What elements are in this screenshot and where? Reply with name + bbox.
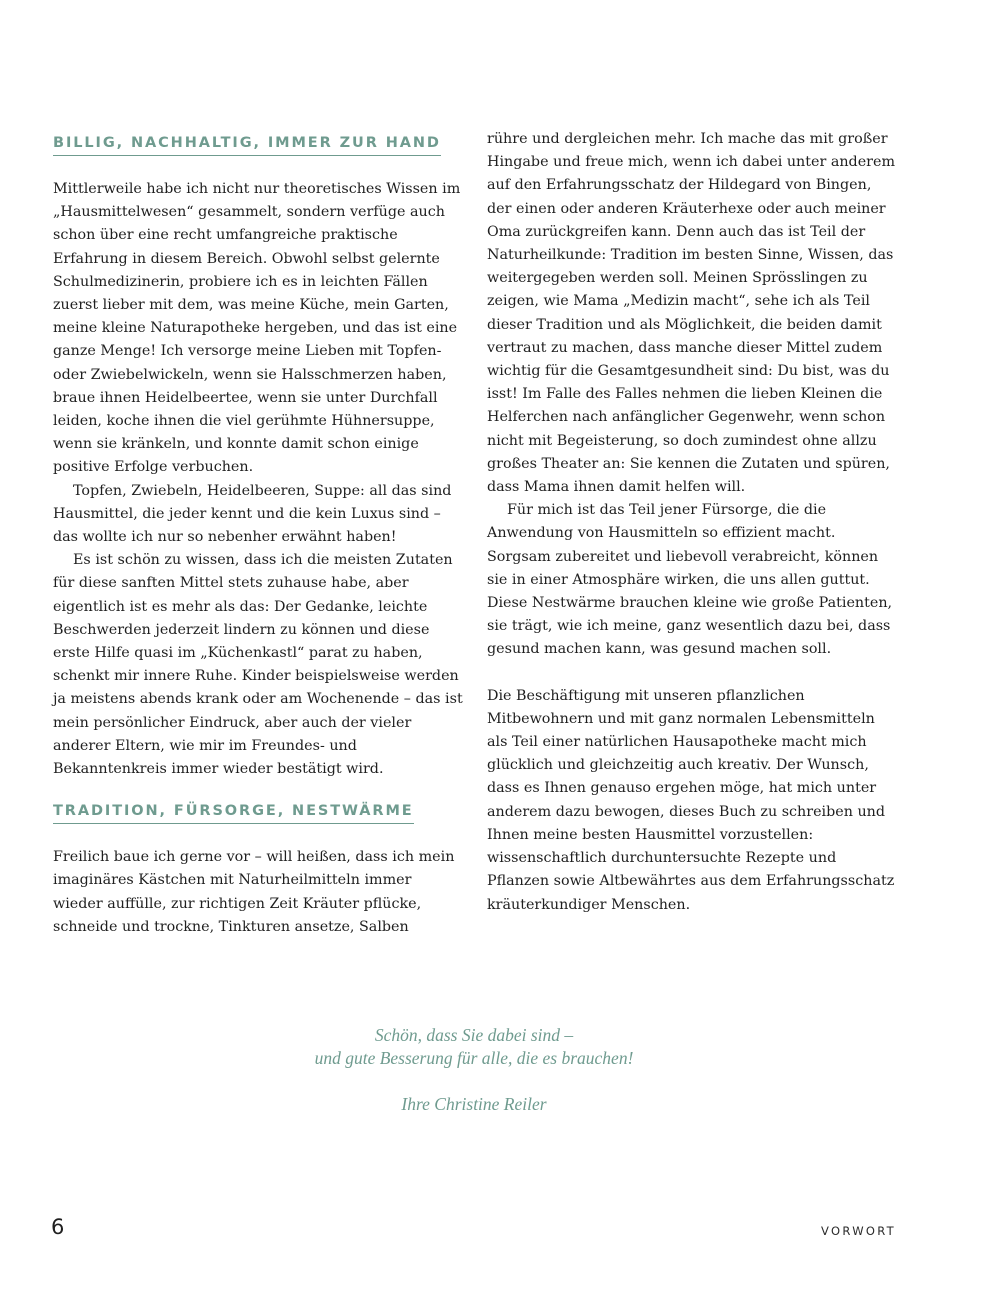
paragraph: Freilich baue ich gerne vor – will heißen, dass ich mein imaginäres Kästchen mit Naturheilmitteln immer wieder auffülle, zur richtigen Zeit Kräuter pflücke, schneide und trockne, Tinkturen ansetze, Salben [53, 849, 455, 935]
paragraph: Mittlerweile habe ich nicht nur theoretisches Wissen im „Hausmittelwesen“ gesammelt, sondern verfüge auch schon über eine recht umfangreiche praktische Erfahrung in diesem Bereich. Obwohl selbst gelernte Schulmedizinerin, probiere ich es in leichten Fällen zuerst lieber mit dem, was meine Küche, mein Garten, meine kleine Naturapotheke hergeben, und das ist eine ganze Menge! Ich versorge meine Lieben mit Topfen- oder Zwiebelwickeln, wenn sie Halsschmerzen haben, braue ihnen Heidelbeertee, wenn sie unter Durchfall leiden, koche ihnen die viel gerühmte Hühnersuppe, wenn sie kränkeln, und konnte damit schon einige positive Erfolge verbuchen. [53, 181, 461, 476]
signature: Ihre Christine Reiler [401, 1094, 547, 1114]
page-number: 6 [51, 1215, 65, 1239]
running-head: VORWORT [821, 1224, 896, 1238]
left-column [53, 128, 463, 939]
closing-line: Schön, dass Sie dabei sind – [374, 1025, 574, 1045]
right-column [487, 128, 897, 917]
section-heading-billig: BILLIG, NACHHALTIG, IMMER ZUR HAND [53, 135, 441, 156]
closing-line: und gute Besserung für alle, die es brauchen! [314, 1048, 634, 1068]
section-heading-tradition: TRADITION, FÜRSORGE, NESTWÄRME [53, 803, 414, 824]
paragraph: Die Beschäftigung mit unseren pflanzlichen Mitbewohnern und mit ganz normalen Lebensmitteln als Teil einer natürlichen Hausapotheke macht mich glücklich und gleichzeitig auch kreativ. Der Wunsch, dass es Ihnen genauso ergehen möge, hat mich unter anderem dazu bewogen, dieses Buch zu schreiben und Ihnen meine besten Hausmittel vorzustellen: wissenschaftlich durchuntersuchte Rezepte und Pflanzen sowie Altbewährtes aus dem Erfahrungsschatz kräuterkundiger Menschen. [487, 687, 895, 913]
paragraph: Für mich ist das Teil jener Fürsorge, die die Anwendung von Hausmitteln so effizient macht. Sorgsam zubereitet und liebevoll verabreicht, können sie in einer Atmosphäre wirken, die uns allen guttut. Diese Nestwärme brauchen kleine wie große Patienten, sie trägt, wie ich meine, ganz wesentlich dazu bei, dass gesund machen kann, was gesund machen soll. [487, 502, 893, 658]
paragraph: Topfen, Zwiebeln, Heidelbeeren, Suppe: all das sind Hausmittel, die jeder kennt und die kein Luxus sind – das wollte ich nur so nebenher erwähnt haben! [53, 482, 452, 546]
paragraph: Es ist schön zu wissen, dass ich die meisten Zutaten für diese sanften Mittel stets zuhause habe, aber eigentlich ist es mehr als das: Der Gedanke, leichte Beschwerden jederzeit lindern zu können und diese erste Hilfe quasi im „Küchenkastl“ parat zu haben, schenkt mir innere Ruhe. Kinder beispielsweise werden ja meistens abends krank oder am Wochenende – das ist mein persönlicher Eindruck, aber auch der vieler anderer Eltern, wie mir im Freundes- und Bekanntenkreis immer wieder bestätigt wird. [53, 552, 463, 778]
closing-greeting [0, 1024, 948, 1116]
paragraph: rühre und dergleichen mehr. Ich mache das mit großer Hingabe und freue mich, wenn ich dabei unter anderem auf den Erfahrungsschatz der Hildegard von Bingen, der einen oder anderen Kräuterhexe oder auch meiner Oma zurückgreifen kann. Denn auch das ist Teil der Naturheilkunde: Tradition im besten Sinne, Wissen, das weitergegeben werden soll. Meinen Sprösslingen zu zeigen, wie Mama „Medizin macht“, sehe ich als Teil dieser Tradition und als Möglichkeit, die beiden damit vertraut zu machen, dass manche dieser Mittel zudem wichtig für die Gesamtgesundheit sind: Du bist, was du isst! Im Falle des Falles nehmen die lieben Kleinen die Helferchen nach anfänglicher Gegenwehr, wenn schon nicht mit Begeisterung, so doch zumindest ohne allzu großes Theater an: Sie kennen die Zutaten und spüren, dass Mama ihnen damit helfen will. [487, 131, 896, 496]
